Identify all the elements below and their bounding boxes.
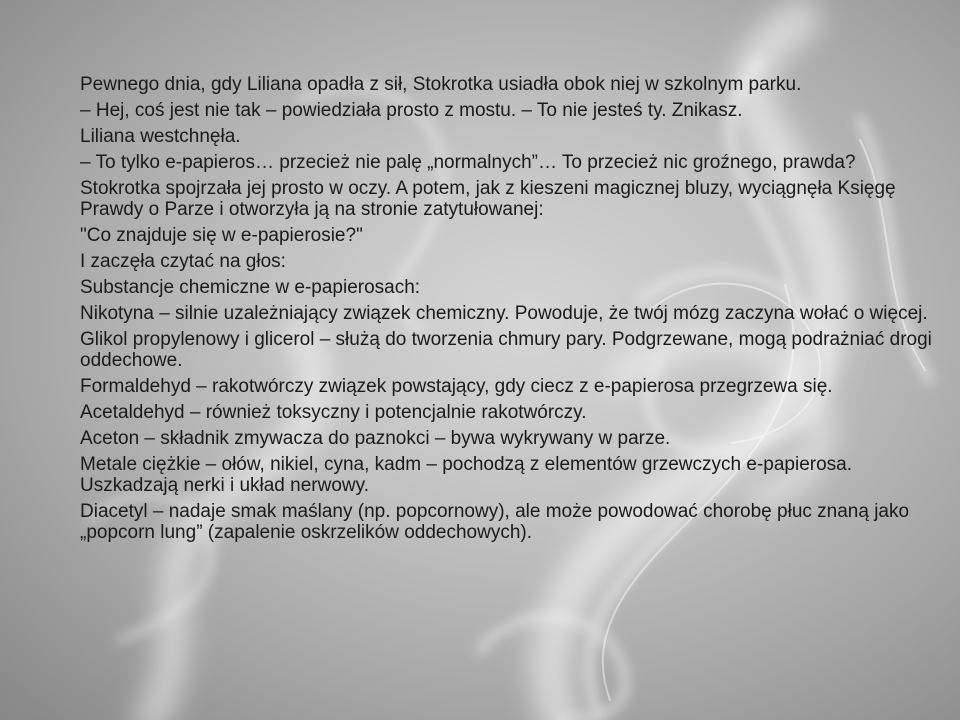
story-paragraph: I zaczęła czytać na głos:: [80, 251, 286, 272]
section-heading: Substancje chemiczne w e-papierosach:: [80, 277, 421, 298]
substance-item-acetone: Aceton – składnik zmywacza do paznokci – bywa wykrywany w parze.: [80, 428, 671, 449]
substance-item-diacetyl: Diacetyl – nadaje smak maślany (np. popcornowy), ale może powodować chorobę płuc znaną jako „popcorn lung” (zapalenie oskrzelików oddechowych).: [80, 501, 910, 543]
story-paragraph: – Hej, coś jest nie tak – powiedziała prosto z mostu. – To nie jesteś ty. Znikasz.: [80, 100, 743, 121]
substance-item-heavy-metals: Metale ciężkie – ołów, nikiel, cyna, kadm – pochodzą z elementów grzewczych e-papierosa. Uszkadzają nerki i układ nerwowy.: [80, 454, 852, 496]
book-page-title: "Co znajduje się w e-papierosie?": [80, 225, 363, 246]
slide-text-body: [80, 74, 940, 548]
substance-item-formaldehyde: Formaldehyd – rakotwórczy związek powstający, gdy ciecz z e-papierosa przegrzewa się.: [80, 376, 833, 397]
substance-item-glycol: Glikol propylenowy i glicerol – służą do tworzenia chmury pary. Podgrzewane, mogą podrażniać drogi oddechowe.: [80, 329, 932, 371]
story-paragraph: Pewnego dnia, gdy Liliana opadła z sił, Stokrotka usiadła obok niej w szkolnym parku.: [80, 74, 802, 95]
story-paragraph: Liliana westchnęła.: [80, 126, 241, 147]
substance-item-acetaldehyde: Acetaldehyd – również toksyczny i potencjalnie rakotwórczy.: [80, 402, 587, 423]
story-paragraph: – To tylko e-papieros… przecież nie palę „normalnych”… To przecież nic groźnego, prawda?: [80, 152, 856, 173]
substance-item-nicotine: Nikotyna – silnie uzależniający związek chemiczny. Powoduje, że twój mózg zaczyna wołać o więcej.: [80, 303, 928, 324]
story-paragraph: Stokrotka spojrzała jej prosto w oczy. A potem, jak z kieszeni magicznej bluzy, wyciągnęła Księgę Prawdy o Parze i otworzyła ją na stronie zatytułowanej:: [80, 178, 896, 220]
